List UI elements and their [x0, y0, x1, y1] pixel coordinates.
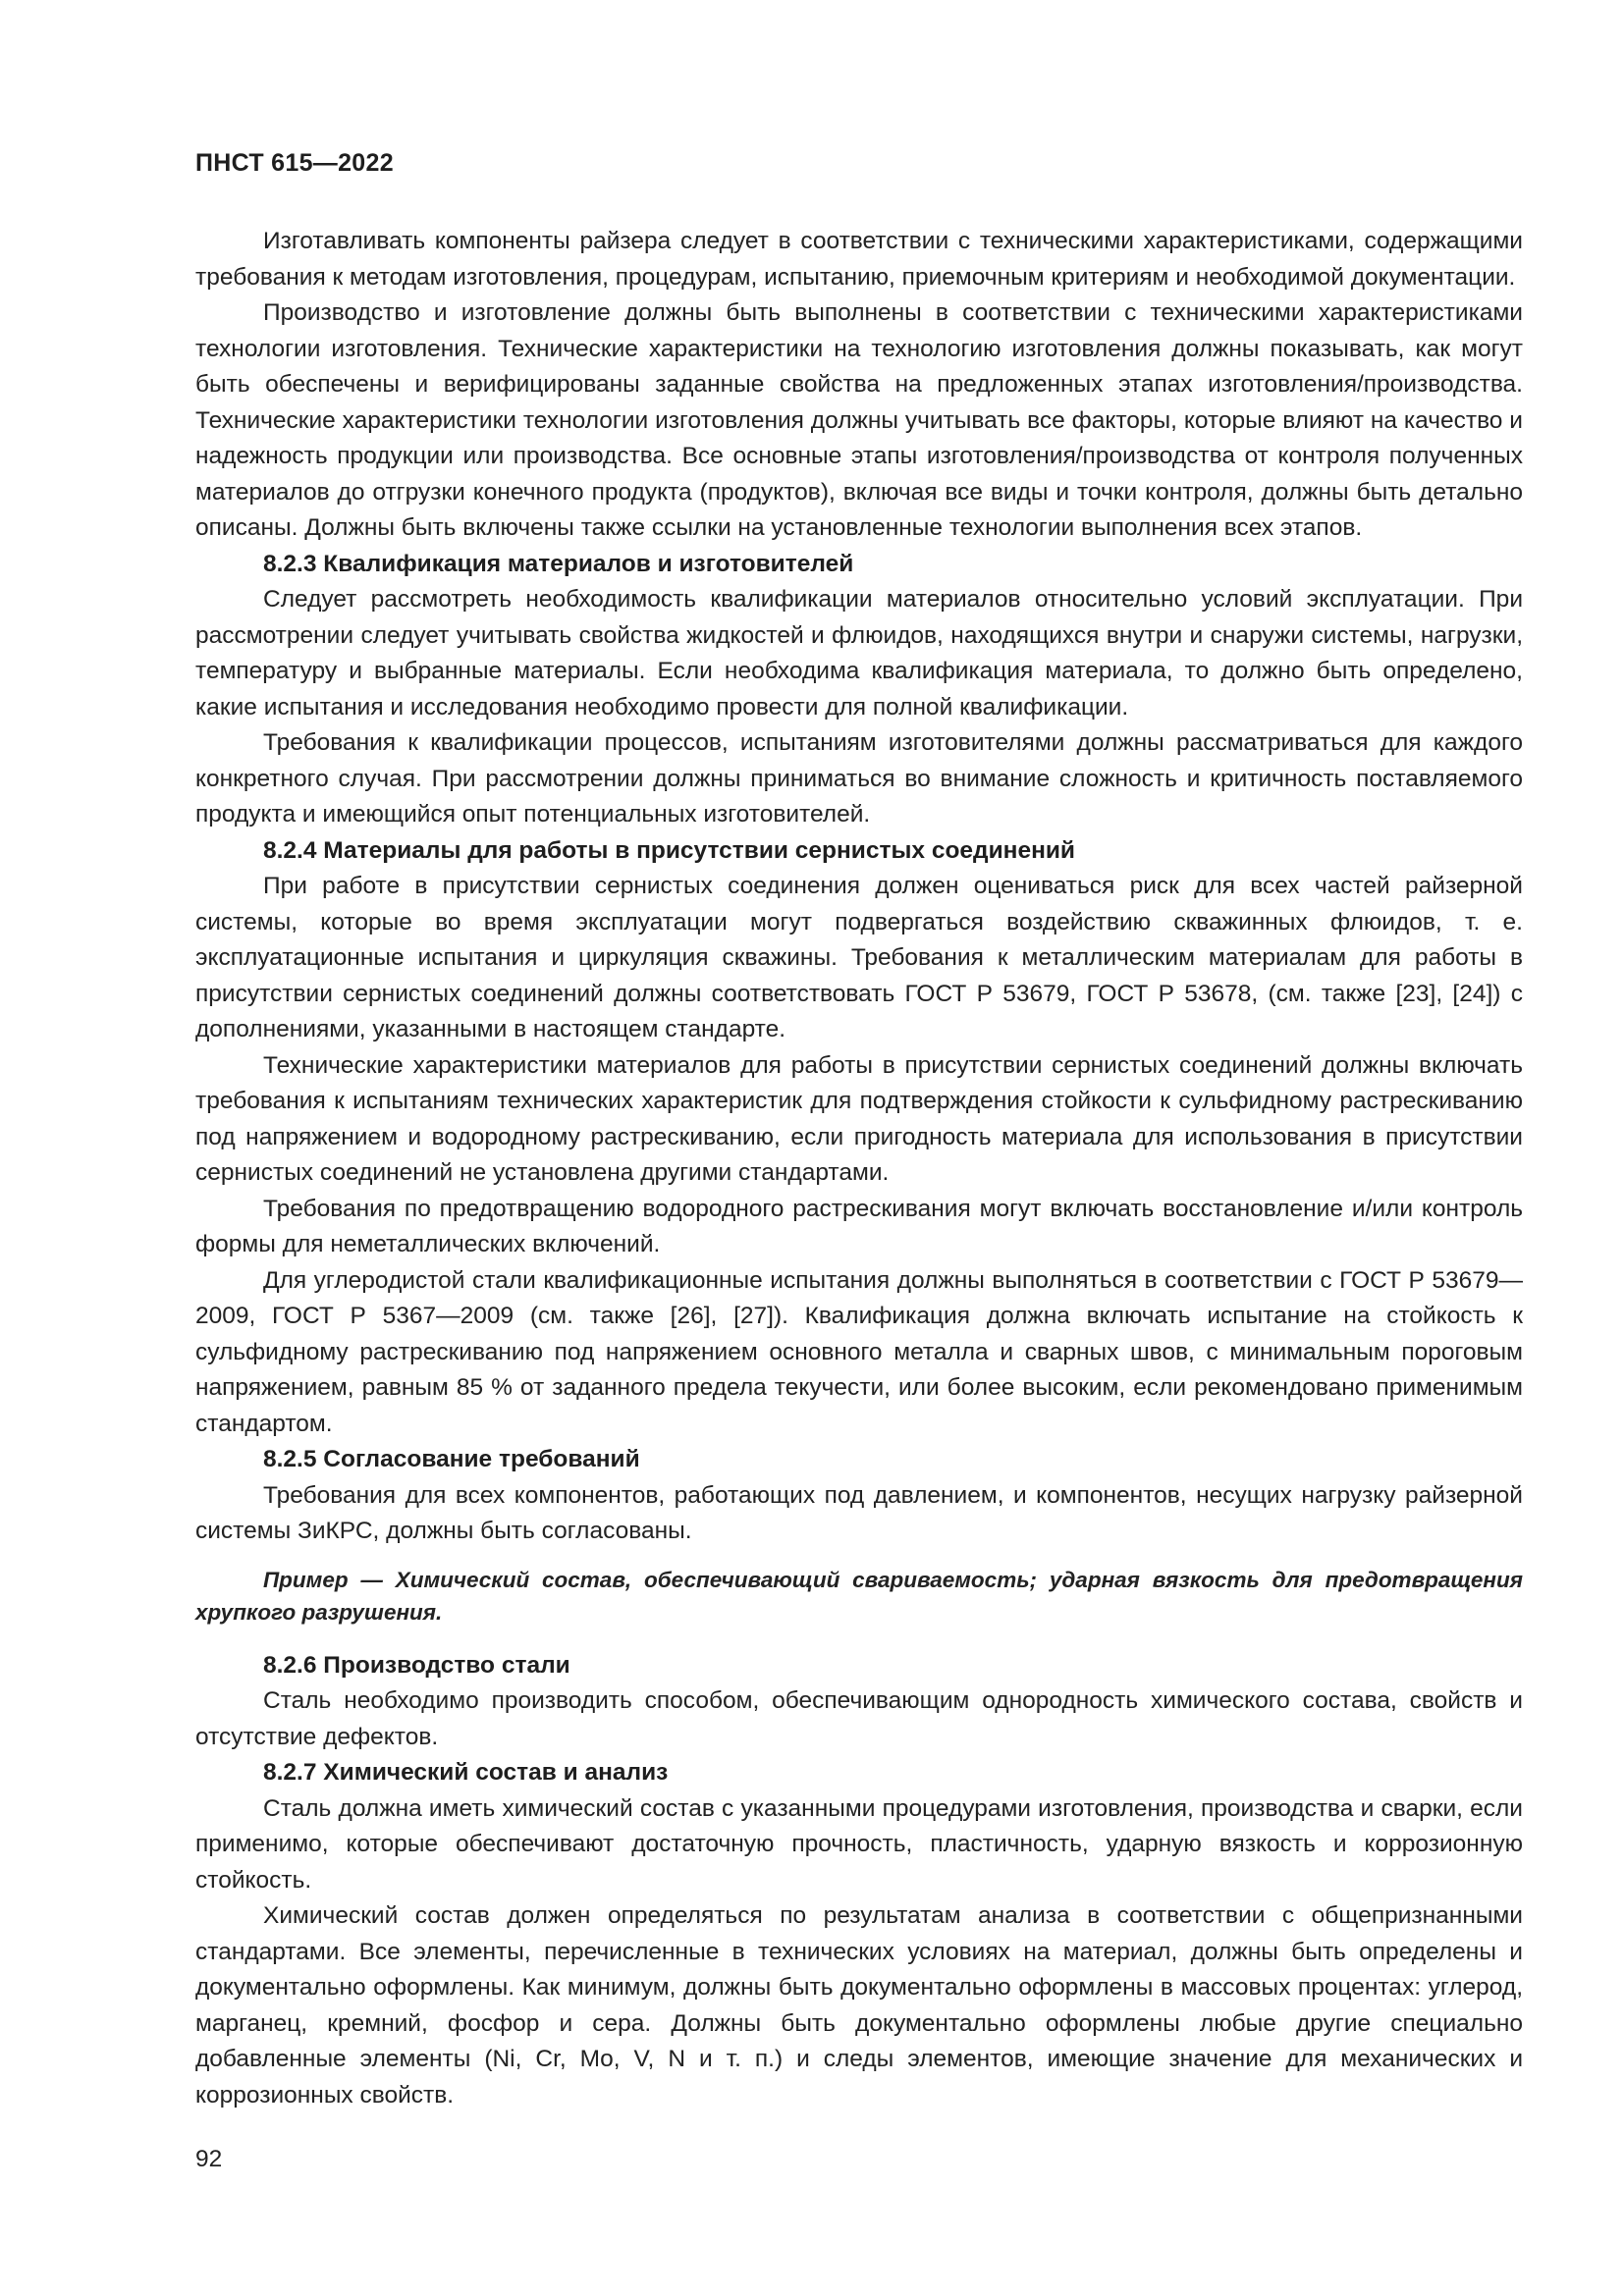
section-heading-8-2-4: 8.2.4 Материалы для работы в присутствии сернистых соединений [263, 836, 1075, 864]
paragraph: Сталь должна иметь химический состав с указанными процедурами изготовления, производства и сварки, если применимо, которые обеспечивают достаточную прочность, пластичность, ударную вязкость и коррозионную стойкость. [195, 1794, 1523, 1894]
section-heading-8-2-6: 8.2.6 Производство стали [263, 1651, 570, 1679]
paragraph: Для углеродистой стали квалификационные испытания должны выполняться в соответствии с ГОСТ Р 53679—2009, ГОСТ Р 5367—2009 (см. также [26], [27]). Квалификация должна включать испытание на стойкость к сульфидному растрескиванию под напряжением основного металла и сварных швов, с минимальным пороговым напряжением, равным 85 % от заданного предела текучести, или более высоким, если рекомендовано применимым стандартом. [195, 1266, 1523, 1437]
section-heading-8-2-5: 8.2.5 Согласование требований [263, 1446, 640, 1472]
section-heading-8-2-3: 8.2.3 Квалификация материалов и изготовителей [263, 550, 854, 577]
paragraph: Следует рассмотреть необходимость квалификации материалов относительно условий эксплуатации. При рассмотрении следует учитывать свойства жидкостей и флюидов, находящихся внутри и снаружи системы, нагрузки, температуру и выбранные материалы. Если необходима квалификация материала, то должно быть определено, какие испытания и исследования необходимо провести для полной квалификации. [195, 586, 1523, 721]
paragraph: Производство и изготовление должны быть выполнены в соответствии с техническими характеристиками технологии изготовления. Технические характеристики на технологию изготовления должны показывать, как могут быть обеспечены и верифицированы заданные свойства на предложенных этапах изготовления/производства. Технические характеристики технологии изготовления должны учитывать все факторы, которые влияют на качество и надежность продукции или производства. Все основные этапы изготовления/производства от контроля полученных материалов до отгрузки конечного продукта (продуктов), включая все виды и точки контроля, должны быть детально описаны. Должны быть включены также ссылки на установленные технологии выполнения всех этапов. [195, 299, 1523, 541]
paragraph: Требования для всех компонентов, работающих под давлением, и компонентов, несущих нагрузку райзерной системы ЗиКРС, должны быть согласованы. [195, 1481, 1523, 1544]
paragraph: Сталь необходимо производить способом, обеспечивающим однородность химического состава, свойств и отсутствие дефектов. [195, 1687, 1523, 1750]
document-id-header: ПНСТ 615—2022 [195, 149, 394, 177]
paragraph: Изготавливать компоненты райзера следует в соответствии с техническими характеристиками, содержащими требования к методам изготовления, процедурам, испытанию, приемочным критериям и необходимой документации. [195, 228, 1523, 291]
paragraph: Технические характеристики материалов для работы в присутствии сернистых соединений должны включать требования к испытаниям технических характеристик для подтверждения стойкости к сульфидному растрескиванию под напряжением и водородному растрескиванию, если пригодность материала для использования в присутствии сернистых соединений не установлена другими стандартами. [195, 1051, 1523, 1186]
document-body [195, 224, 1523, 2113]
paragraph: Химический состав должен определяться по результатам анализа в соответствии с общепризнанными стандартами. Все элементы, перечисленные в технических условиях на материал, должны быть определены и документально оформлены. Как минимум, должны быть документально оформлены в массовых процентах: углерод, марганец, кремний, фосфор и сера. Должны быть документально оформлены любые другие специально добавленные элементы (Ni, Cr, Mo, V, N и т. п.) и следы элементов, имеющие значение для механических и коррозионных свойств. [195, 1902, 1523, 2109]
section-heading-8-2-7: 8.2.7 Химический состав и анализ [263, 1759, 669, 1786]
paragraph: Требования к квалификации процессов, испытаниям изготовителями должны рассматриваться для каждого конкретного случая. При рассмотрении должны приниматься во внимание сложность и критичность поставляемого продукта и имеющийся опыт потенциальных изготовителей. [195, 729, 1523, 828]
paragraph: Требования по предотвращению водородного растрескивания могут включать восстановление и/или контроль формы для неметаллических включений. [195, 1195, 1523, 1257]
paragraph: При работе в присутствии сернистых соединения должен оцениваться риск для всех частей райзерной системы, которые во время эксплуатации могут подвергаться воздействию скважинных флюидов, т. е. эксплуатационные испытания и циркуляция скважины. Требования к металлическим материалам для работы в присутствии сернистых соединений должны соответствовать ГОСТ Р 53679, ГОСТ Р 53678, (см. также [23], [24]) с дополнениями, указанными в настоящем стандарте. [195, 873, 1523, 1042]
page-number: 92 [195, 2146, 223, 2172]
example-note: Пример — Химический состав, обеспечивающий свариваемость; ударная вязкость для предотвращения хрупкого разрушения. [195, 1567, 1523, 1625]
